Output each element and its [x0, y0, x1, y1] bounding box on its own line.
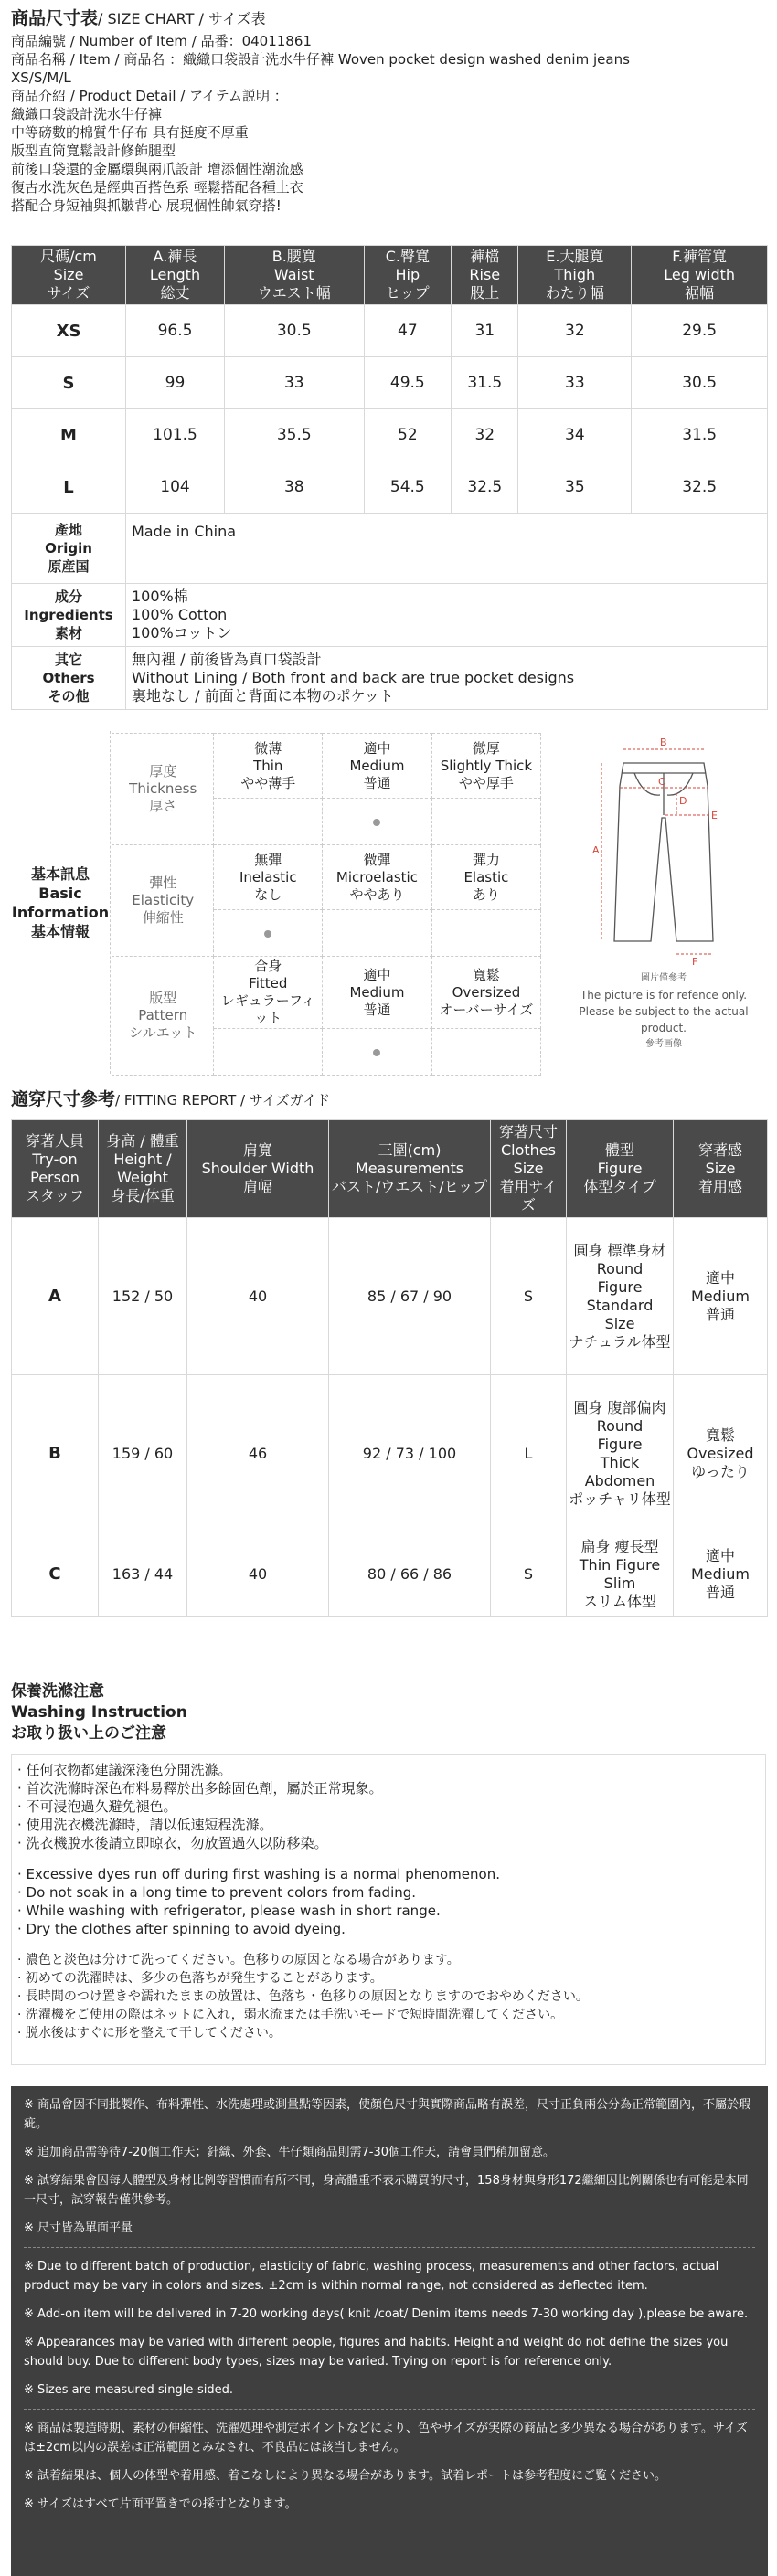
- note-item: ※ 尺寸皆為單面平量: [24, 2221, 133, 2235]
- note-item: ※ Appearances may be varied with different people, figures and habits. Height and weight do not define the sizes you should buy. Due to different body types, sizes may be varied. Trying on report is for reference only.: [24, 2336, 729, 2369]
- header-line: 織織口袋設計洗水牛仔褲: [11, 106, 163, 122]
- diagram-letter: F: [692, 956, 698, 968]
- value-cell: 31.5: [452, 357, 518, 409]
- col-header: B.腰寬 Waist ウエスト幅: [224, 246, 364, 305]
- note-item: ※ 商品會因不同批製作、布料彈性、水洗處理或測量點等因素，使顏色尺寸與實際商品略有誤差，尺寸正負兩公分為正常範圍內，不屬於瑕疵。: [24, 2098, 751, 2131]
- table-row: [12, 461, 768, 514]
- header-line: 商品介紹 / Product Detail / アイテム説明 ：: [11, 88, 288, 104]
- measurements-cell: 85 / 67 / 90: [329, 1218, 491, 1375]
- table-row: [12, 409, 768, 461]
- diagram-letter: A: [592, 844, 600, 856]
- option-microelastic: 微彈 Microelastic ややあり: [323, 845, 432, 910]
- person-cell: A: [12, 1218, 99, 1375]
- dot-cell: [431, 799, 540, 845]
- option-slightly-thick: 微厚 Slightly Thick やや厚手: [431, 734, 540, 799]
- note-item: ※ 追加商品需等待7-20個工作天；針織、外套、牛仔類商品則需7-30個工作天，請會員們稍加留意。: [24, 2146, 556, 2159]
- diagram-letter: D: [679, 795, 687, 807]
- others-value: 無內裡 / 前後皆為真口袋設計 Without Lining / Both front and back are true pocket designs 裏地なし / 前面と背面に本物のポケット: [126, 647, 768, 710]
- washing-group-en: · Excessive dyes run off during first washing is a normal phenomenon. · Do not soak in a long time to prevent colors from fading. · While washing with refrigerator, please wash in short range. · Dry the clothes after spinning to avoid dyeing.: [17, 1866, 500, 1937]
- option-medium: 適中 Medium 普通: [323, 734, 432, 799]
- size-cell: S: [12, 357, 126, 409]
- header-line: 版型直筒寬鬆設計修飾腿型: [11, 143, 176, 159]
- table-row: [12, 1218, 768, 1375]
- value-cell: 38: [224, 461, 364, 514]
- pants-diagram: [559, 731, 768, 1074]
- header-line: 中等磅數的棉質牛仔布 具有挺度不厚重: [11, 124, 249, 141]
- value-cell: 32.5: [632, 461, 768, 514]
- col-header: 三圍(cm) Measurements バスト/ウエスト/ヒップ: [329, 1120, 491, 1218]
- dot-cell: [214, 799, 323, 845]
- value-cell: 33: [518, 357, 632, 409]
- diagram-caption: 圖片僅參考 The picture is for refence only. Please be subject to the actual product. 參考画像: [579, 973, 749, 1049]
- product-header: [0, 0, 777, 215]
- clothes-size-cell: L: [491, 1375, 567, 1532]
- diagram-letter: C: [658, 776, 665, 788]
- basic-info-label: 基本訊息 Basic Information 基本情報: [11, 731, 111, 1074]
- dot-cell: [323, 799, 432, 845]
- person-cell: B: [12, 1375, 99, 1532]
- feel-cell: 適中 Medium 普通: [674, 1218, 768, 1375]
- dot-cell: [214, 910, 323, 957]
- washing-group-ja: · 濃色と淡色は分けて洗ってください。色移りの原因となる場合があります。 · 初めての洗濯時は、多少の色落ちが発生することがあります。 · 長時間のつけ置きや濡れたままの放置は、色落ち・色移りの原因となりますのでおやめください。 · 洗濯機をご使用の際はネットに入れ，弱水流または手洗いモードで短時間洗濯してください。 · 脱水後はすぐに形を整えて干してください。: [17, 1953, 589, 2041]
- value-cell: 54.5: [364, 461, 452, 514]
- basic-info-section: [11, 731, 768, 1074]
- size-chart-table: [11, 245, 768, 710]
- basic-info-table: [112, 733, 541, 1076]
- size-cell: XS: [12, 305, 126, 357]
- value-cell: 31: [452, 305, 518, 357]
- col-header: 尺碼/cm Size サイズ: [12, 246, 126, 305]
- note-item: ※ Sizes are measured single-sided.: [24, 2383, 234, 2397]
- table-row: [12, 357, 768, 409]
- origin-row: [12, 514, 768, 584]
- value-cell: 32.5: [452, 461, 518, 514]
- others-label: 其它 Others その他: [12, 647, 126, 710]
- thickness-label: 厚度 Thickness 厚さ: [112, 734, 214, 845]
- value-cell: 32: [452, 409, 518, 461]
- figure-cell: 扁身 瘦長型 Thin Figure Slim スリム体型: [567, 1532, 674, 1617]
- fitting-header-row: [12, 1120, 768, 1218]
- feel-cell: 寬鬆 Ovesized ゆったり: [674, 1375, 768, 1532]
- value-cell: 35: [518, 461, 632, 514]
- washing-instructions: [11, 1754, 766, 2065]
- height-weight-cell: 163 / 44: [99, 1532, 187, 1617]
- height-weight-cell: 159 / 60: [99, 1375, 187, 1532]
- value-cell: 29.5: [632, 305, 768, 357]
- option-inelastic: 無彈 Inelastic なし: [214, 845, 323, 910]
- divider: [24, 2247, 755, 2248]
- note-item: ※ Due to different batch of production, elasticity of fabric, washing process, measurements and other factors, actual product may be vary in colors and sizes. ±2cm is within normal range, not considered as deflected item.: [24, 2260, 719, 2293]
- value-cell: 35.5: [224, 409, 364, 461]
- header-line: 復古水洗灰色是經典百搭色系 輕鬆搭配各種上衣: [11, 179, 303, 196]
- size-cell: L: [12, 461, 126, 514]
- col-header: A.褲長 Length 総丈: [126, 246, 225, 305]
- diagram-letter: E: [711, 810, 718, 822]
- origin-value: Made in China: [126, 514, 768, 584]
- ingredients-label: 成分 Ingredients 素材: [12, 584, 126, 647]
- col-header: 穿著感 Size 着用感: [674, 1120, 768, 1218]
- clothes-size-cell: S: [491, 1532, 567, 1617]
- value-cell: 33: [224, 357, 364, 409]
- notes-section: [11, 2086, 768, 2576]
- option-oversized: 寬鬆 Oversized オーバーサイズ: [431, 957, 540, 1029]
- pants-diagram-icon: [559, 731, 768, 969]
- diagram-letter: B: [660, 737, 667, 748]
- washing-group-zh: · 任何衣物都建議深淺色分開洗滌。 · 首次洗滌時深色布料易釋於出多餘固色劑，屬於正常現象。 · 不可浸泡過久避免褪色。 · 使用洗衣機洗滌時，請以低速短程洗滌。 · 洗衣機脫水後請立即晾衣，勿放置過久以防移染。: [17, 1762, 383, 1851]
- divider: [24, 2409, 755, 2410]
- value-cell: 31.5: [632, 409, 768, 461]
- selected-dot-icon: [264, 930, 271, 938]
- value-cell: 101.5: [126, 409, 225, 461]
- header-line: XS/S/M/L: [11, 69, 71, 86]
- pattern-label: 版型 Pattern シルエット: [112, 957, 214, 1076]
- dot-cell: [431, 910, 540, 957]
- feel-cell: 適中 Medium 普通: [674, 1532, 768, 1617]
- col-header: 體型 Figure 体型タイプ: [567, 1120, 674, 1218]
- dot-cell: [323, 910, 432, 957]
- col-header: 穿著人員 Try-on Person スタッフ: [12, 1120, 99, 1218]
- option-thin: 微薄 Thin やや薄手: [214, 734, 323, 799]
- selected-dot-icon: [373, 1049, 380, 1056]
- shoulder-cell: 40: [187, 1532, 329, 1617]
- size-chart-title: [11, 5, 768, 32]
- value-cell: 49.5: [364, 357, 452, 409]
- fitting-report-title: 適穿尺寸參考/ FITTING REPORT / サイズガイド: [11, 1089, 331, 1109]
- fitting-report-table: [11, 1119, 768, 1617]
- table-row: [12, 1375, 768, 1532]
- note-item: ※ 試穿結果會因每人體型及身材比例等習慣而有所不同，身高體重不表示購買的尺寸，158身材與身形172繼細因比例關係也有可能是本同一尺寸，試穿報告僅供參考。: [24, 2174, 749, 2207]
- elasticity-label: 彈性 Elasticity 伸縮性: [112, 845, 214, 957]
- clothes-size-cell: S: [491, 1218, 567, 1375]
- title-main: 商品尺寸表: [11, 8, 99, 28]
- origin-label: 產地 Origin 原産国: [12, 514, 126, 584]
- value-cell: 52: [364, 409, 452, 461]
- person-cell: C: [12, 1532, 99, 1617]
- header-line: 搭配合身短袖與抓皺背心 展現個性帥氣穿搭!: [11, 197, 282, 214]
- value-cell: 104: [126, 461, 225, 514]
- option-elastic: 彈力 Elastic あり: [431, 845, 540, 910]
- table-row: [12, 1532, 768, 1617]
- option-medium-pattern: 適中 Medium 普通: [323, 957, 432, 1029]
- figure-cell: 圓身 標準身材 Round Figure Standard Size ナチュラル体型: [567, 1218, 674, 1375]
- shoulder-cell: 46: [187, 1375, 329, 1532]
- selected-dot-icon: [373, 819, 380, 826]
- col-header: 穿著尺寸 Clothes Size 着用サイズ: [491, 1120, 567, 1218]
- measurements-cell: 80 / 66 / 86: [329, 1532, 491, 1617]
- shoulder-cell: 40: [187, 1218, 329, 1375]
- others-row: [12, 647, 768, 710]
- measurements-cell: 92 / 73 / 100: [329, 1375, 491, 1532]
- height-weight-cell: 152 / 50: [99, 1218, 187, 1375]
- value-cell: 30.5: [632, 357, 768, 409]
- col-header: 褲檔 Rise 股上: [452, 246, 518, 305]
- ingredients-row: [12, 584, 768, 647]
- col-header: F.褲管寬 Leg width 裾幅: [632, 246, 768, 305]
- col-header: 肩寬 Shoulder Width 肩幅: [187, 1120, 329, 1218]
- col-header: E.大腿寬 Thigh わたり幅: [518, 246, 632, 305]
- note-item: ※ 商品は製造時期、素材の伸縮性、洗濯処理や測定ポイントなどにより、色やサイズが実際の商品と多少異なる場合があります。サイズは±2cm以内の誤差は正常範囲とみなされ、不良品には該当しません。: [24, 2422, 748, 2454]
- header-line: 商品編號 / Number of Item / 品番：04011861: [11, 33, 312, 49]
- table-row: [12, 305, 768, 357]
- dot-cell: [431, 1029, 540, 1076]
- value-cell: 30.5: [224, 305, 364, 357]
- note-item: ※ サイズはすべて片面平置きでの採寸となります。: [24, 2497, 297, 2511]
- title-sub: / SIZE CHART / サイズ表: [98, 10, 266, 27]
- header-line: 前後口袋還的金屬環與兩爪設計 增添個性潮流感: [11, 161, 303, 177]
- option-fitted: 合身 Fitted レギュラーフィット: [214, 957, 323, 1029]
- dot-cell: [214, 1029, 323, 1076]
- figure-cell: 圓身 腹部偏肉 Round Figure Thick Abdomen ポッチャリ体型: [567, 1375, 674, 1532]
- size-cell: M: [12, 409, 126, 461]
- value-cell: 96.5: [126, 305, 225, 357]
- value-cell: 34: [518, 409, 632, 461]
- col-header: C.臀寬 Hip ヒップ: [364, 246, 452, 305]
- note-item: ※ Add-on item will be delivered in 7-20 working days( knit /coat/ Denim items needs 7-30 working day ),please be aware.: [24, 2307, 749, 2321]
- value-cell: 47: [364, 305, 452, 357]
- col-header: 身高 / 體重 Height / Weight 身長/体重: [99, 1120, 187, 1218]
- size-chart-header-row: [12, 246, 768, 305]
- ingredients-value: 100%棉 100% Cotton 100%コットン: [126, 584, 768, 647]
- value-cell: 99: [126, 357, 225, 409]
- note-item: ※ 試着結果は、個人の体型や着用感、着こなしにより異なる場合があります。試着レポートは参考程度にご覧ください。: [24, 2469, 666, 2483]
- dot-cell: [323, 1029, 432, 1076]
- header-line: 商品名稱 / Item / 商品名 ：織織口袋設計洗水牛仔褲 Woven pocket design washed denim jeans: [11, 51, 630, 68]
- value-cell: 32: [518, 305, 632, 357]
- washing-title: 保養洗滌注意 Washing Instruction お取り扱い上のご注意: [11, 1682, 187, 1743]
